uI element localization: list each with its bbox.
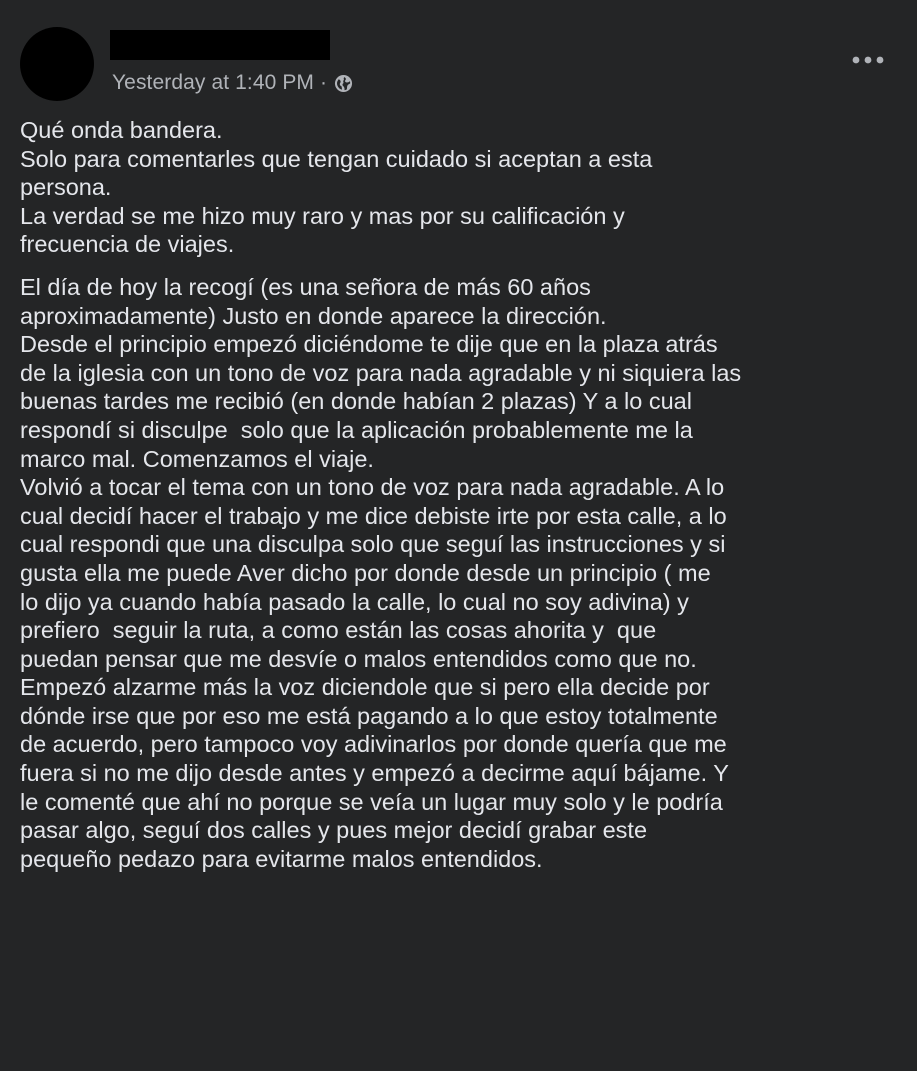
post-line: gusta ella me puede Aver dicho por donde desde un principio ( me — [20, 559, 711, 586]
post-line: Desde el principio empezó diciéndome te dije que en la plaza atrás — [20, 331, 718, 358]
avatar[interactable] — [20, 27, 94, 101]
post-line: aproximadamente) Justo en donde aparece la dirección. — [20, 302, 607, 329]
post-line: persona. — [20, 174, 112, 201]
post-line: Qué onda bandera. — [20, 117, 223, 143]
post-line: Empezó alzarme más la voz diciendole que si pero ella decide por — [20, 674, 710, 701]
post-line: prefiero seguir la ruta, a como están las cosas ahorita y que — [20, 617, 657, 644]
post-meta — [112, 70, 353, 96]
globe-icon[interactable] — [334, 74, 353, 93]
post-line: dónde irse que por eso me está pagando a lo que estoy totalmente — [20, 702, 718, 729]
post-line: cual decidí hacer el trabajo y me dice debiste irte por esta calle, a lo — [20, 502, 727, 529]
post-line: Solo para comentarles que tengan cuidado si aceptan a esta — [20, 145, 653, 172]
post-line: marco mal. Comenzamos el viaje. — [20, 445, 374, 472]
post-paragraph-1 — [20, 116, 910, 259]
post-line: pequeño pedazo para evitarme malos entendidos. — [20, 845, 543, 872]
post-line: fuera si no me dijo desde antes y empezó a decirme aquí bájame. Y — [20, 760, 729, 787]
post-line: pasar algo, seguí dos calles y pues mejor decidí grabar este — [20, 817, 648, 844]
author-name-redacted[interactable] — [110, 30, 330, 60]
more-horizontal-icon[interactable] — [848, 46, 888, 74]
post-body — [20, 116, 910, 873]
post-line: frecuencia de viajes. — [20, 231, 235, 258]
post-paragraph-2 — [20, 273, 910, 873]
post-line: cual respondi que una disculpa solo que seguí las instrucciones y si — [20, 531, 726, 558]
post-line: respondí si disculpe solo que la aplicación probablemente me la — [20, 416, 693, 443]
post-line: La verdad se me hizo muy raro y mas por su calificación y — [20, 202, 625, 229]
post-line: de acuerdo, pero tampoco voy adivinarlos por donde quería que me — [20, 731, 727, 758]
post-line: Volvió a tocar el tema con un tono de voz para nada agradable. A lo — [20, 474, 725, 501]
post-line: le comenté que ahí no porque se veía un lugar muy solo y le podría — [20, 788, 723, 815]
post-line: de la iglesia con un tono de voz para nada agradable y ni siquiera las — [20, 359, 742, 386]
post-line: El día de hoy la recogí (es una señora de más 60 años — [20, 273, 591, 300]
post-timestamp[interactable]: Yesterday at 1:40 PM — [112, 71, 315, 94]
post-line: lo dijo ya cuando había pasado la calle, lo cual no soy adivina) y — [20, 588, 689, 615]
meta-separator: · — [320, 71, 328, 94]
post-line: puedan pensar que me desvíe o malos entendidos como que no. — [20, 645, 697, 672]
post-line: buenas tardes me recibió (en donde habían 2 plazas) Y a lo cual — [20, 388, 692, 415]
